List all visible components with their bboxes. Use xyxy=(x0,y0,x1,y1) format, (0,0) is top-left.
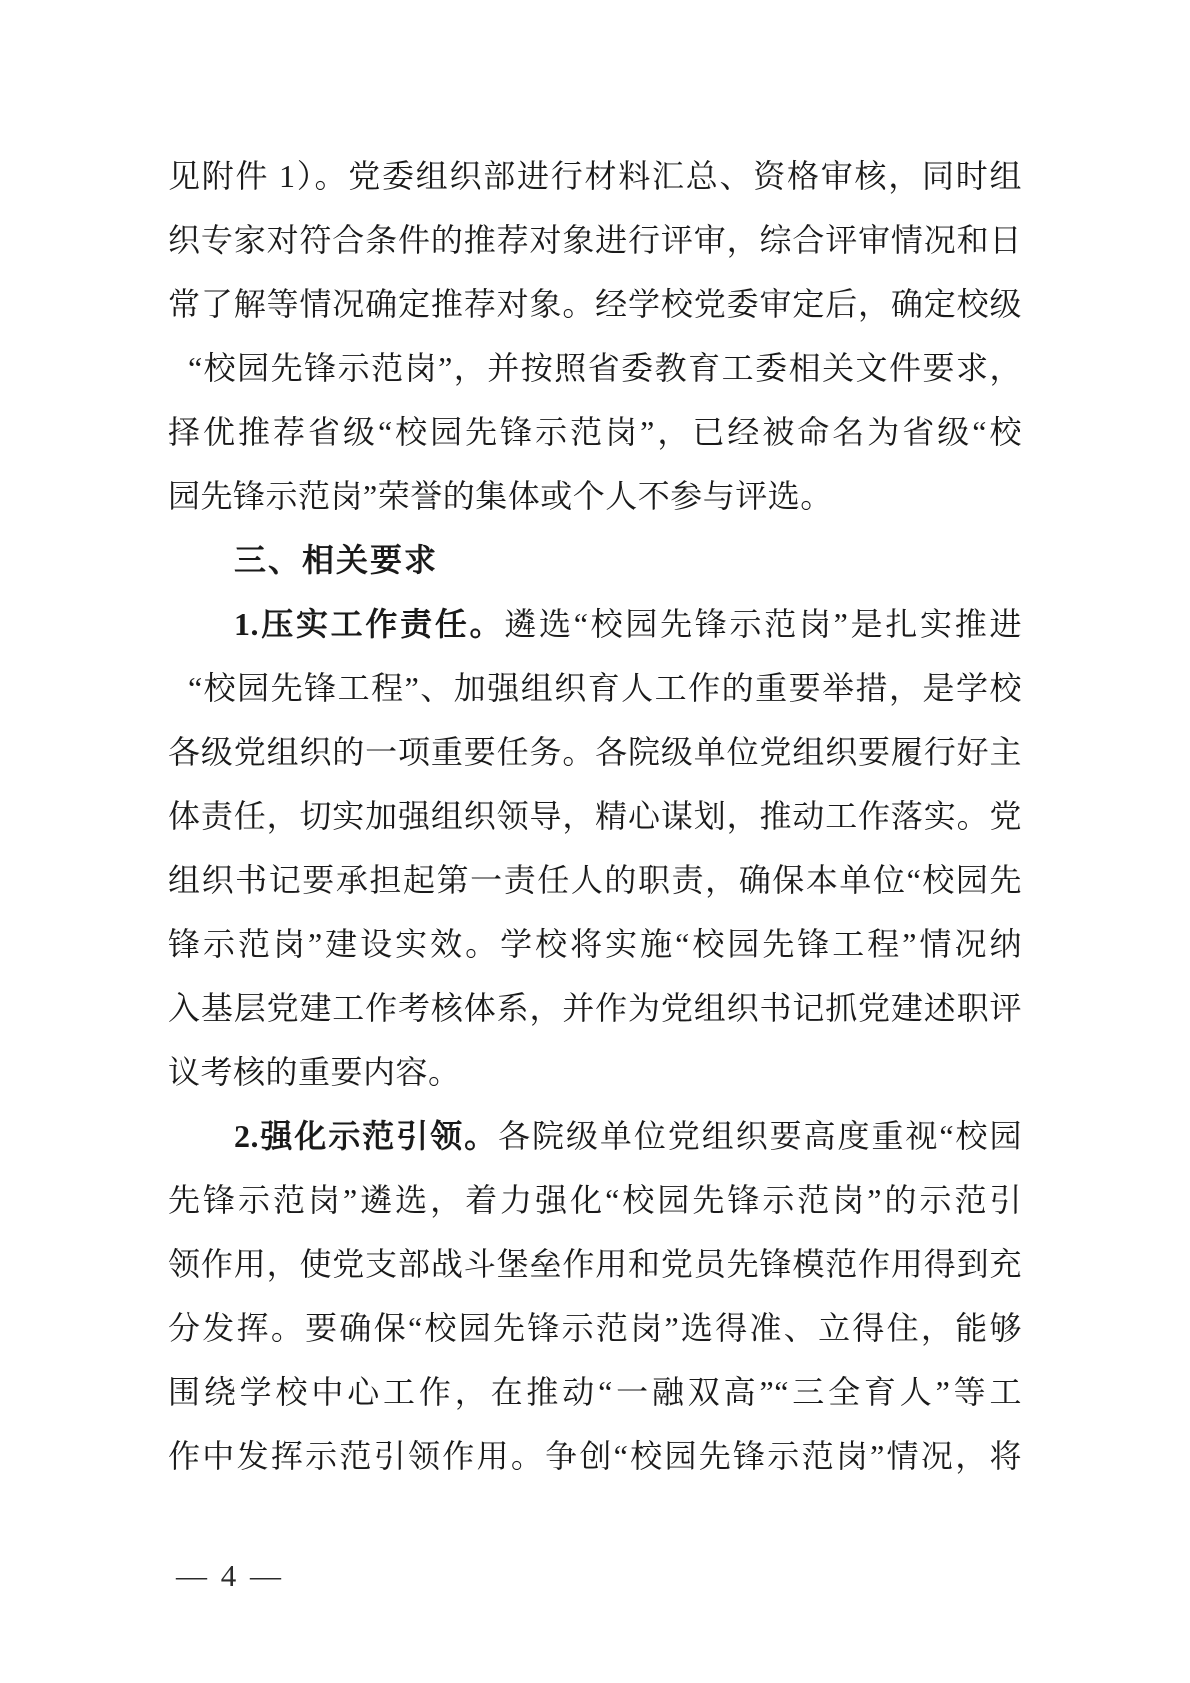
run-text: “校园先锋工程”、加强组织育人工作的重要举措，是学校 xyxy=(188,670,1022,706)
run-text: 组织书记要承担起第一责任人的职责，确保本单位“校园先 xyxy=(168,862,1022,898)
section-heading xyxy=(168,528,1022,592)
run-text: 各级党组织的一项重要任务。各院级单位党组织要履行好主 xyxy=(168,734,1022,770)
run-emphasis: 1.压实工作责任。 xyxy=(234,606,505,642)
run-text: 分发挥。要确保“校园先锋示范岗”选得准、立得住，能够 xyxy=(168,1310,1022,1346)
run-text: 园先锋示范岗”荣誉的集体或个人不参与评选。 xyxy=(168,478,833,514)
text-line xyxy=(168,1232,1022,1296)
text-line xyxy=(168,976,1022,1040)
run-text: 体责任，切实加强组织领导，精心谋划，推动工作落实。党 xyxy=(168,798,1022,834)
run-emphasis: 2.强化示范引领。 xyxy=(234,1118,499,1154)
run-text: 领作用，使党支部战斗堡垒作用和党员先锋模范作用得到充 xyxy=(168,1246,1022,1282)
text-line xyxy=(168,208,1022,272)
text-line xyxy=(168,336,1022,400)
run-text: 遴选“校园先锋示范岗”是扎实推进 xyxy=(504,606,1022,642)
document-body xyxy=(168,144,1022,1488)
run-text: 织专家对符合条件的推荐对象进行评审，综合评审情况和日 xyxy=(168,222,1022,258)
run-text: 三、相关要求 xyxy=(234,542,439,578)
run-text: 见附件 1）。党委组织部进行材料汇总、资格审核，同时组 xyxy=(168,158,1022,194)
page-number: — 4 — xyxy=(176,1558,284,1593)
text-line xyxy=(168,720,1022,784)
run-text: 入基层党建工作考核体系，并作为党组织书记抓党建述职评 xyxy=(168,990,1022,1026)
text-line xyxy=(168,144,1022,208)
text-line xyxy=(168,1168,1022,1232)
text-line xyxy=(168,1104,1022,1168)
text-line xyxy=(168,592,1022,656)
text-line xyxy=(168,272,1022,336)
text-line xyxy=(168,848,1022,912)
run-text: “校园先锋示范岗”，并按照省委教育工委相关文件要求， xyxy=(188,350,1022,386)
text-line xyxy=(168,1424,1022,1488)
run-text: 议考核的重要内容。 xyxy=(168,1054,461,1090)
text-line xyxy=(168,656,1022,720)
run-text: 先锋示范岗”遴选，着力强化“校园先锋示范岗”的示范引 xyxy=(168,1182,1022,1218)
run-text: 作中发挥示范引领作用。争创“校园先锋示范岗”情况，将 xyxy=(168,1438,1022,1474)
run-text: 常了解等情况确定推荐对象。经学校党委审定后，确定校级 xyxy=(168,286,1022,322)
run-text: 择优推荐省级“校园先锋示范岗”，已经被命名为省级“校 xyxy=(168,414,1022,450)
text-line xyxy=(168,784,1022,848)
text-line xyxy=(168,1040,1022,1104)
text-line xyxy=(168,1296,1022,1360)
run-text: 锋示范岗”建设实效。学校将实施“校园先锋工程”情况纳 xyxy=(168,926,1022,962)
text-line xyxy=(168,400,1022,464)
text-line xyxy=(168,912,1022,976)
run-text: 围绕学校中心工作，在推动“一融双高”“三全育人”等工 xyxy=(168,1374,1022,1410)
text-line xyxy=(168,464,1022,528)
run-text: 各院级单位党组织要高度重视“校园 xyxy=(498,1118,1022,1154)
text-line xyxy=(168,1360,1022,1424)
